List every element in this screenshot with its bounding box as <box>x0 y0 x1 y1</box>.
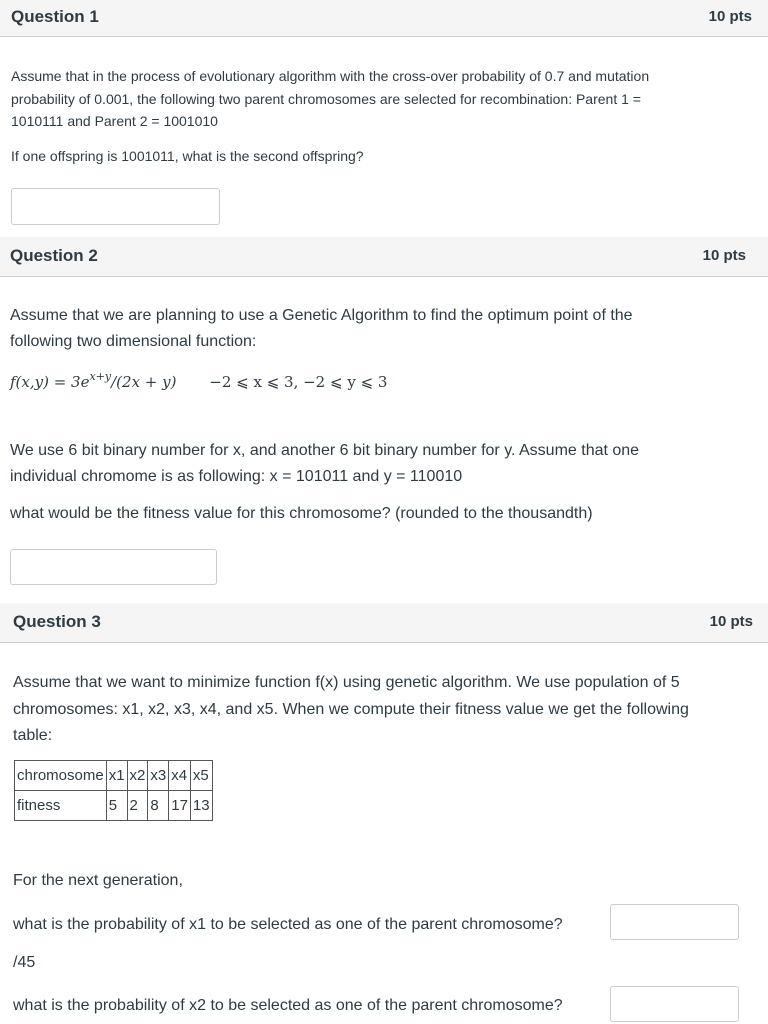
table-cell: 2 <box>127 791 148 821</box>
table-cell: 13 <box>190 791 212 821</box>
question-1-header <box>0 0 768 37</box>
question-2-text-line-2: following two dimensional function: <box>10 333 257 350</box>
table-header-row <box>15 761 213 791</box>
question-2-answer-input[interactable] <box>10 549 217 585</box>
question-2-text-line-3: We use 6 bit binary number for x, and another 6 bit binary number for y. Assume that one <box>10 442 640 459</box>
question-2-formula <box>10 370 388 391</box>
question-2-header <box>0 237 768 277</box>
question-3-prompt-x2: what is the probability of x2 to be selected as one of the parent chromosome? <box>13 997 563 1014</box>
formula-exponent: x+y <box>89 370 112 383</box>
table-cell: x5 <box>190 761 212 791</box>
question-2-title: Question 2 <box>10 246 98 265</box>
question-3-x2-answer-input[interactable] <box>610 986 739 1022</box>
formula-lhs: f(x,y) = 3e <box>10 373 90 391</box>
question-2-text-line-4: individual chromome is as following: x = 101011 and y = 110010 <box>10 468 463 485</box>
question-3-text-line-3: table: <box>13 727 53 744</box>
table-cell: x2 <box>127 761 148 791</box>
question-2-prompt: what would be the fitness value for this chromosome? (rounded to the thousandth) <box>10 505 593 522</box>
table-cell: fitness <box>15 791 107 821</box>
formula-rhs: /(2x + y) <box>111 373 177 391</box>
question-1-text-line-3: 1010111 and Parent 2 = 1001010 <box>11 113 218 129</box>
question-1-answer-input[interactable] <box>11 188 220 225</box>
question-1-text-line-1: Assume that in the process of evolutionary algorithm with the cross-over probability of 0.7 and mutation <box>11 68 650 84</box>
question-3-title: Question 3 <box>13 612 101 631</box>
question-3-header <box>0 603 768 643</box>
question-3-points: 10 pts <box>709 613 753 630</box>
table-cell: x3 <box>148 761 169 791</box>
question-1-text-line-2: probability of 0.001, the following two parent chromosomes are selected for recombination: Parent 1 = <box>11 91 641 107</box>
question-3-text-line-4: For the next generation, <box>13 872 183 889</box>
question-1-points: 10 pts <box>708 8 752 25</box>
formula-domain: −2 ⩽ x ⩽ 3, −2 ⩽ y ⩽ 3 <box>209 373 388 391</box>
table-cell: 5 <box>106 791 127 821</box>
question-3-text-line-1: Assume that we want to minimize function f(x) using genetic algorithm. We use population of 5 <box>13 674 680 691</box>
question-3-prompt-x1: what is the probability of x1 to be selected as one of the parent chromosome? <box>13 916 563 933</box>
question-1-title: Question 1 <box>11 7 99 26</box>
question-2-points: 10 pts <box>702 247 746 264</box>
question-3-denominator: /45 <box>13 954 36 971</box>
table-cell: x1 <box>106 761 127 791</box>
fitness-table <box>14 760 213 821</box>
table-row <box>15 791 213 821</box>
table-cell: x4 <box>169 761 191 791</box>
question-1-prompt: If one offspring is 1001011, what is the second offspring? <box>11 148 364 164</box>
question-2-text-line-1: Assume that we are planning to use a Genetic Algorithm to find the optimum point of the <box>10 307 633 324</box>
table-cell: chromosome <box>15 761 107 791</box>
question-3-x1-answer-input[interactable] <box>610 904 739 940</box>
table-cell: 17 <box>169 791 191 821</box>
question-3-text-line-2: chromosomes: x1, x2, x3, x4, and x5. When we compute their fitness value we get the following <box>13 701 689 718</box>
table-cell: 8 <box>148 791 169 821</box>
